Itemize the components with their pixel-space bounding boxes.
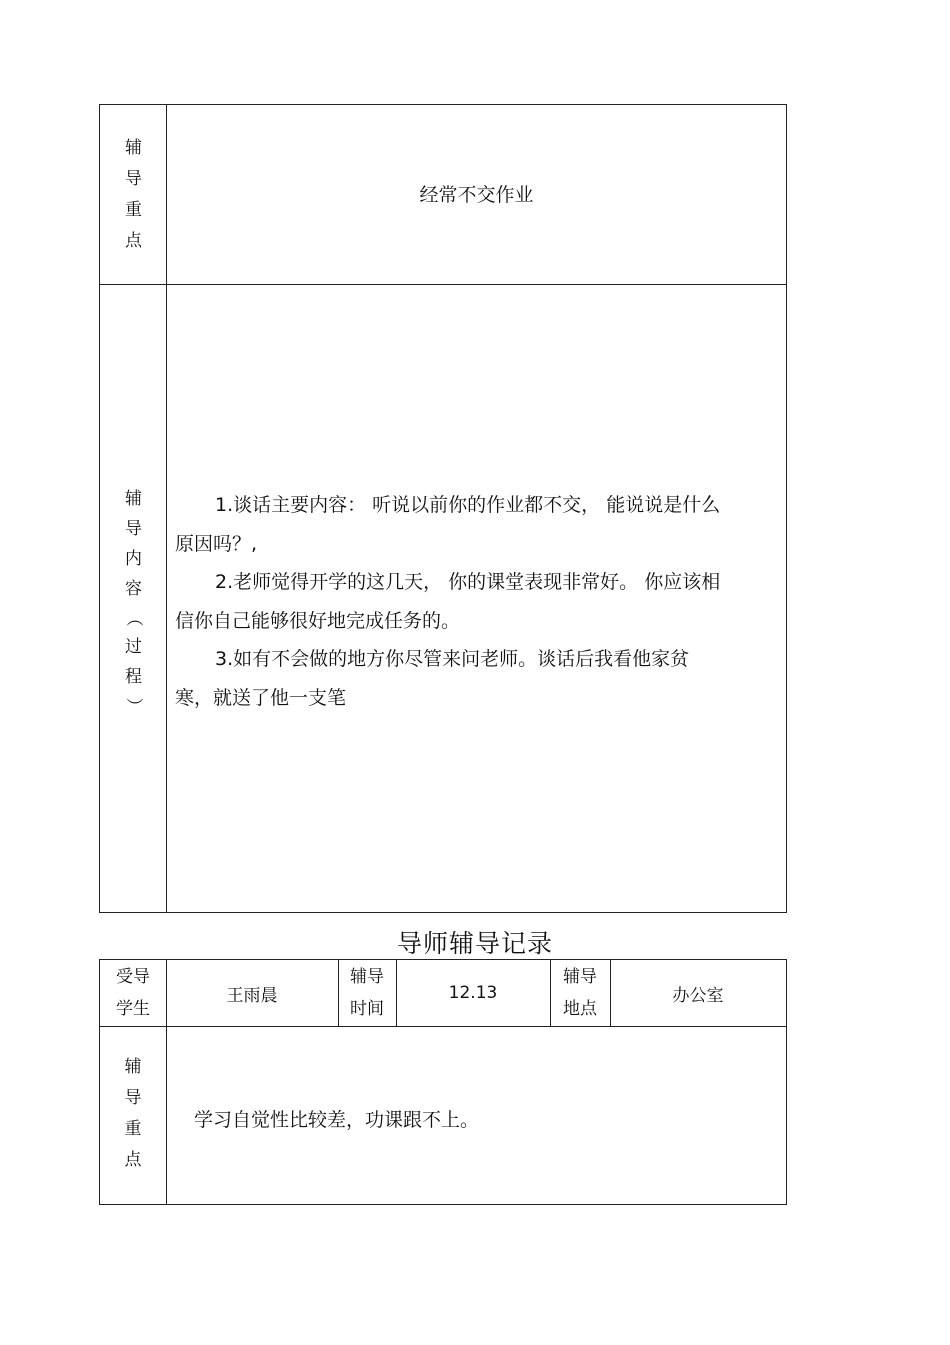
content-row [100, 285, 786, 913]
student-label [100, 960, 166, 1026]
content-text [175, 486, 776, 717]
content-line: 寒，就送了他一支笔 [175, 686, 347, 709]
focus-text-2 [166, 1027, 786, 1205]
focus-label-char: 辅 [124, 1057, 142, 1077]
content-label-char: 导 [125, 519, 142, 539]
content-label-char: 过 [125, 637, 142, 657]
place-value-text: 办公室 [672, 985, 724, 1006]
content-label-paren-open: （ [123, 609, 144, 627]
content-body [167, 285, 786, 913]
place-label-line: 地点 [563, 999, 597, 1019]
student-name [166, 960, 338, 1026]
focus-text [167, 105, 786, 284]
content-line: 原因吗？, [175, 532, 258, 555]
page-title: 导师辅导记录 [396, 929, 553, 958]
content-label-char: 辅 [125, 489, 142, 509]
content-line: 3.如有不会做的地方你尽管来问老师。谈话后我看他家贫 [215, 648, 690, 670]
focus-row-2 [100, 1027, 786, 1205]
student-label-line: 学生 [116, 999, 150, 1019]
focus-text-value: 经常不交作业 [419, 184, 534, 206]
focus-label-char: 导 [124, 1088, 142, 1108]
focus-label-char: 辅 [125, 137, 142, 158]
focus-text-2-value: 学习自觉性比较差，功课跟不上。 [194, 1109, 480, 1131]
content-label-char: 程 [125, 667, 142, 687]
time-label-line: 时间 [350, 999, 384, 1019]
content-line: 信你自己能够很好地完成任务的。 [175, 609, 461, 632]
content-line: 1.谈话主要内容： 听说以前你的作业都不交， 能说说是什么 [215, 494, 721, 516]
focus-label [100, 105, 167, 284]
time-value [396, 960, 550, 1026]
focus-label-char: 点 [125, 230, 142, 251]
focus-label-2 [100, 1027, 166, 1205]
focus-row [100, 105, 786, 284]
info-row [100, 960, 786, 1026]
content-label-paren-close: ） [123, 697, 144, 715]
column-divider [166, 105, 167, 912]
focus-label-char: 导 [125, 168, 142, 189]
record-table-1 [99, 104, 787, 913]
place-label [550, 960, 610, 1026]
focus-label-char: 点 [124, 1150, 142, 1170]
content-line: 2.老师觉得开学的这几天， 你的课堂表现非常好。 你应该相 [215, 571, 721, 593]
focus-label-char: 重 [125, 199, 142, 220]
place-label-line: 辅导 [563, 967, 597, 987]
student-label-line: 受导 [116, 967, 150, 987]
time-value-text: 12.13 [448, 983, 498, 1003]
focus-label-char: 重 [124, 1119, 142, 1139]
record-table-2 [99, 959, 787, 1205]
column-divider [610, 960, 611, 1026]
content-label-char: 容 [125, 579, 142, 599]
place-value [610, 960, 786, 1026]
column-divider [396, 960, 397, 1026]
student-name-value: 王雨晨 [226, 985, 278, 1006]
time-label-line: 辅导 [350, 967, 384, 987]
time-label [338, 960, 396, 1026]
content-label [100, 285, 167, 913]
column-divider [550, 960, 551, 1026]
column-divider [166, 960, 167, 1204]
content-label-char: 内 [125, 549, 142, 569]
column-divider [338, 960, 339, 1026]
